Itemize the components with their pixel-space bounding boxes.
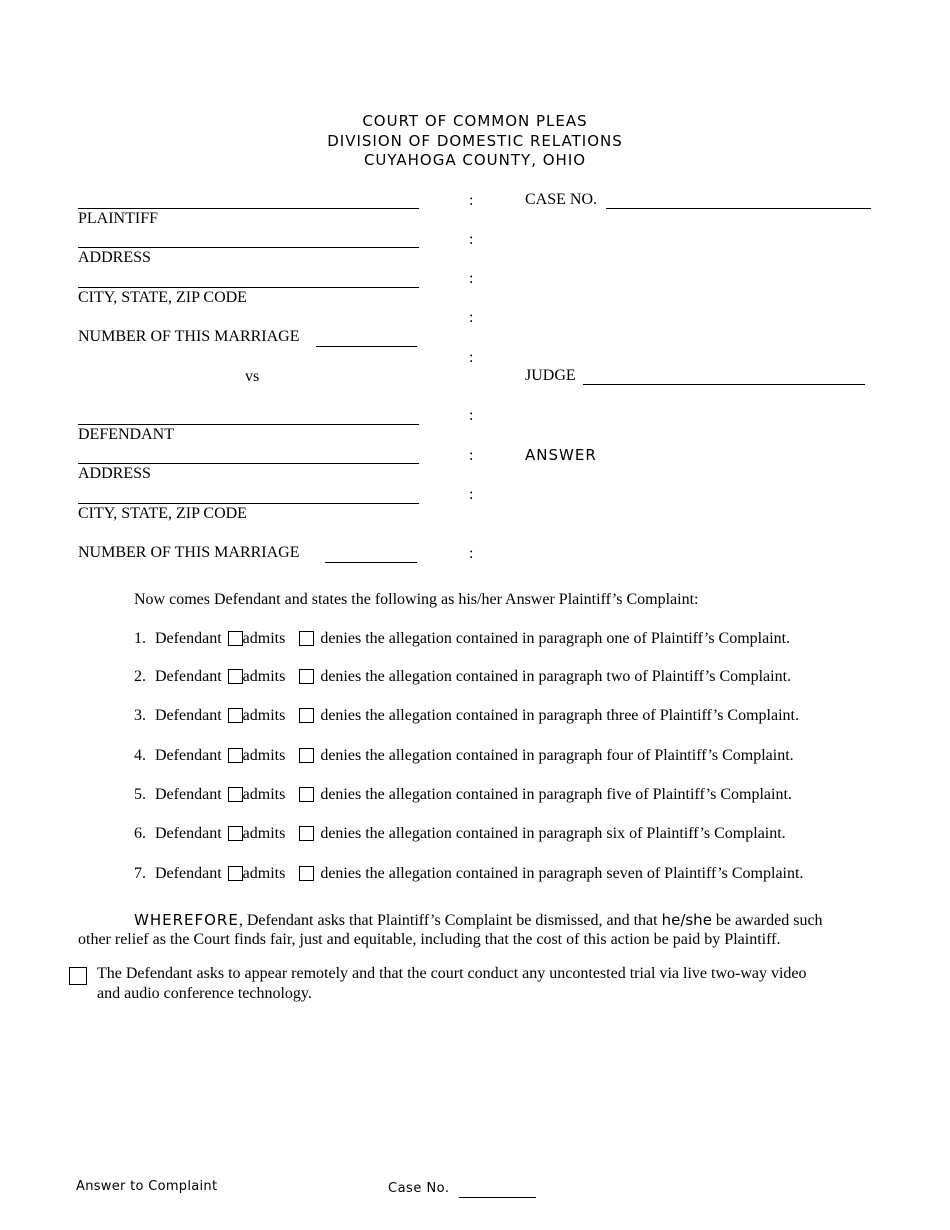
admit-label: admits: [242, 865, 286, 882]
county-name: CUYAHOGA COUNTY, OHIO: [363, 151, 587, 169]
caption-colon: :: [469, 270, 474, 287]
admit-checkbox[interactable]: [228, 631, 243, 646]
admit-checkbox[interactable]: [228, 866, 243, 881]
defendant-address-label: ADDRESS: [78, 465, 151, 482]
admit-checkbox[interactable]: [228, 669, 243, 684]
plaintiff-label: PLAINTIFF: [78, 210, 159, 227]
deny-label: denies the allegation contained in paragraph one of Plaintiff’s Complaint.: [320, 630, 791, 647]
vs-label: vs: [245, 368, 260, 385]
document-title: ANSWER: [525, 446, 597, 464]
admit-checkbox[interactable]: [228, 826, 243, 841]
caption-colon: :: [469, 192, 474, 209]
plaintiff-address-line[interactable]: [78, 247, 419, 248]
deny-checkbox[interactable]: [299, 748, 314, 763]
caption-colon: :: [469, 545, 474, 562]
footer-case-no-label: Case No.: [388, 1181, 450, 1196]
item-number: 2.: [134, 668, 146, 685]
defendant-marriage-label: NUMBER OF THIS MARRIAGE: [78, 544, 300, 561]
wherefore-text-2: be awarded such: [715, 912, 823, 929]
item-defendant: Defendant: [155, 865, 222, 882]
court-name: COURT OF COMMON PLEAS: [362, 112, 588, 130]
item-defendant: Defendant: [155, 825, 222, 842]
caption-colon: :: [469, 231, 474, 248]
defendant-city-label: CITY, STATE, ZIP CODE: [78, 505, 247, 522]
item-number: 3.: [134, 707, 146, 724]
answer-item-7: [134, 865, 803, 883]
footer-form-title: Answer to Complaint: [76, 1179, 218, 1194]
admit-label: admits: [242, 630, 286, 647]
answer-item-4: [134, 747, 794, 765]
answer-item-6: [134, 825, 786, 843]
item-number: 6.: [134, 825, 146, 842]
admit-label: admits: [242, 747, 286, 764]
caption-colon: :: [469, 407, 474, 424]
deny-checkbox[interactable]: [299, 708, 314, 723]
deny-checkbox[interactable]: [299, 669, 314, 684]
item-defendant: Defendant: [155, 786, 222, 803]
admit-label: admits: [242, 707, 286, 724]
deny-checkbox[interactable]: [299, 866, 314, 881]
deny-label: denies the allegation contained in paragraph four of Plaintiff’s Complaint.: [320, 747, 794, 764]
item-number: 1.: [134, 630, 146, 647]
defendant-address-line[interactable]: [78, 463, 419, 464]
wherefore-text-1: , Defendant asks that Plaintiff’s Complaint be dismissed, and that: [238, 912, 658, 929]
caption-colon: :: [469, 486, 474, 503]
answer-item-5: [134, 786, 792, 804]
wherefore-line-1: [134, 911, 823, 930]
item-defendant: Defendant: [155, 707, 222, 724]
judge-label: JUDGE: [525, 367, 576, 384]
defendant-name-line[interactable]: [78, 424, 419, 425]
admit-checkbox[interactable]: [228, 708, 243, 723]
item-defendant: Defendant: [155, 668, 222, 685]
deny-checkbox[interactable]: [299, 631, 314, 646]
case-no-line[interactable]: [606, 208, 871, 209]
intro-text: Now comes Defendant and states the following as his/her Answer Plaintiff’s Complaint:: [134, 591, 699, 608]
defendant-marriage-line[interactable]: [325, 562, 417, 563]
item-number: 7.: [134, 865, 146, 882]
division-name: DIVISION OF DOMESTIC RELATIONS: [327, 132, 623, 150]
judge-line[interactable]: [583, 384, 865, 385]
case-no-label: CASE NO.: [525, 191, 598, 208]
item-number: 4.: [134, 747, 146, 764]
item-defendant: Defendant: [155, 630, 222, 647]
admit-checkbox[interactable]: [228, 748, 243, 763]
caption-colon: :: [469, 309, 474, 326]
he-she-text: he/she: [661, 911, 712, 929]
caption-colon: :: [469, 447, 474, 464]
defendant-city-line[interactable]: [78, 503, 419, 504]
plaintiff-city-line[interactable]: [78, 287, 419, 288]
deny-checkbox[interactable]: [299, 787, 314, 802]
item-defendant: Defendant: [155, 747, 222, 764]
plaintiff-name-line[interactable]: [78, 208, 419, 209]
admit-label: admits: [242, 786, 286, 803]
plaintiff-marriage-line[interactable]: [316, 346, 417, 347]
plaintiff-address-label: ADDRESS: [78, 249, 151, 266]
defendant-label: DEFENDANT: [78, 426, 174, 443]
footer-case-no-line[interactable]: [459, 1197, 536, 1198]
remote-line-2: and audio conference technology.: [97, 985, 312, 1002]
plaintiff-city-label: CITY, STATE, ZIP CODE: [78, 289, 247, 306]
wherefore-label: WHEREFORE: [134, 911, 239, 929]
wherefore-line-2: other relief as the Court finds fair, just and equitable, including that the cost of this action be paid by Plaintiff.: [78, 931, 781, 948]
plaintiff-marriage-label: NUMBER OF THIS MARRIAGE: [78, 328, 300, 345]
answer-item-3: [134, 707, 799, 725]
deny-label: denies the allegation contained in paragraph three of Plaintiff’s Complaint.: [320, 707, 799, 724]
item-number: 5.: [134, 786, 146, 803]
remote-appearance-checkbox[interactable]: [69, 967, 87, 985]
admit-label: admits: [242, 825, 286, 842]
deny-label: denies the allegation contained in paragraph two of Plaintiff’s Complaint.: [320, 668, 792, 685]
answer-item-1: [134, 630, 790, 648]
remote-line-1: The Defendant asks to appear remotely and that the court conduct any uncontested trial via live two-way video: [97, 965, 807, 982]
deny-label: denies the allegation contained in paragraph six of Plaintiff’s Complaint.: [320, 825, 786, 842]
deny-label: denies the allegation contained in paragraph seven of Plaintiff’s Complaint.: [320, 865, 804, 882]
deny-checkbox[interactable]: [299, 826, 314, 841]
answer-item-2: [134, 668, 791, 686]
admit-label: admits: [242, 668, 286, 685]
deny-label: denies the allegation contained in paragraph five of Plaintiff’s Complaint.: [320, 786, 792, 803]
admit-checkbox[interactable]: [228, 787, 243, 802]
caption-colon: :: [469, 349, 474, 366]
